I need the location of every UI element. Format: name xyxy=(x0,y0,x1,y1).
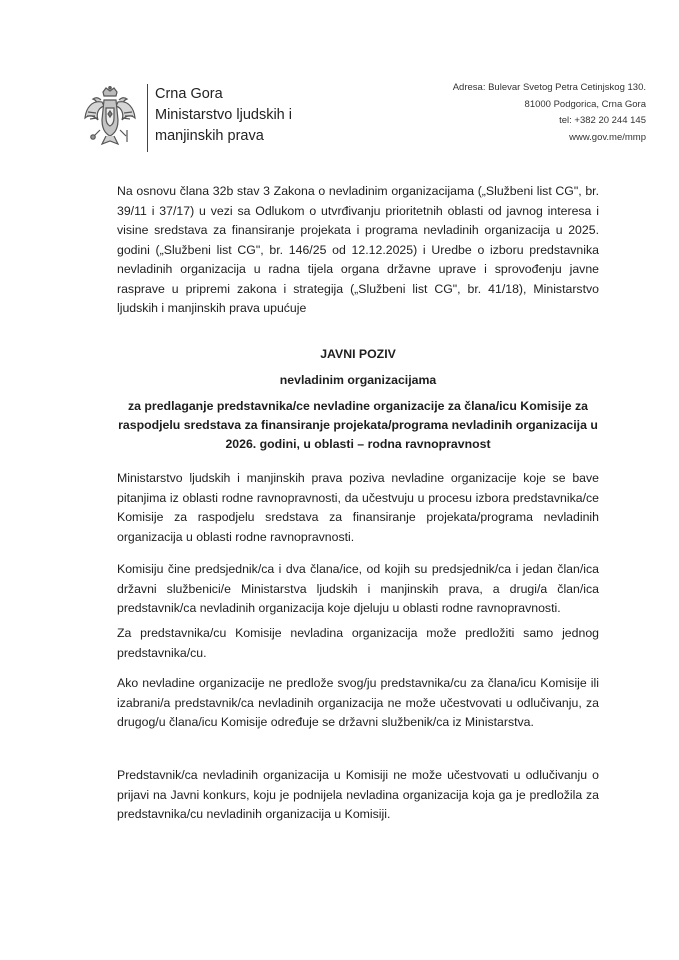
paragraph-1: Ministarstvo ljudskih i manjinskih prava poziva nevladine organizacije koje se bave pitanjima iz oblasti rodne ravnopravnosti, da učestvuju u procesu izbora predstavnika/ce Komisije za raspodjelu sredstava za finansiranje projekata/programa nevladinih organizacija u oblasti rodne ravnopravnosti. xyxy=(117,471,599,544)
org-line-1: Crna Gora xyxy=(155,86,223,102)
document-addressee: nevladinim organizacijama xyxy=(279,373,437,387)
address-block xyxy=(453,80,646,146)
address-website: www.gov.me/mmp xyxy=(569,131,646,143)
address-city: 81000 Podgorica, Crna Gora xyxy=(524,98,646,110)
document-title: JAVNI POZIV xyxy=(320,347,396,361)
header-divider xyxy=(147,84,148,152)
ministry-name xyxy=(155,84,292,147)
address-street: Adresa: Bulevar Svetog Petra Cetinjskog 130. xyxy=(452,82,646,93)
paragraph-4: Ako nevladine organizacije ne predlože svog/ju predstavnika/cu za člana/icu Komisije ili izabrani/a predstavnik/ca nevladinih organizacija ne može učestvovati u odlučivanju, za drugog/u člana/icu Komisije određuje se državni službenik/ca iz Ministarstva. xyxy=(117,676,599,729)
paragraph-3: Za predstavnika/cu Komisije nevladina organizacija može predložiti samo jednog predstavnika/cu. xyxy=(117,626,599,660)
paragraph-2: Komisiju čine predsjednik/ca i dva člana/ice, od kojih su predsjednik/ca i jedan član/ica državni službenici/e Ministarstva ljudskih i manjinskih prava, a drugi/a član/ica predstavnik/ca nevladinih organizacija koje djeluju u oblasti rodne ravnopravnosti. xyxy=(117,562,599,615)
org-line-3: manjinskih prava xyxy=(155,128,264,144)
coat-of-arms-icon xyxy=(82,86,138,148)
intro-paragraph: Na osnovu člana 32b stav 3 Zakona o nevladinim organizacijama („Službeni list CG", br. 39/11 i 37/17) u vezi sa Odlukom o utvrđivanju prioritetnih oblasti od javnog interesa i visine sredstava za finansiranje projekata i programa nevladinih organizacija u 2025. godini („Službeni list CG", br. 146/25 od 12.12.2025) i Uredbe o izboru predstavnika nevladinih organizacija u radna tijela organa državne uprave i sprovođenju javne rasprave u pripremi zakona i strategija („Službeni list CG", br. 41/18), Ministarstvo ljudskih i manjinskih prava upućuje xyxy=(117,184,599,315)
address-phone: tel: +382 20 244 145 xyxy=(559,115,646,126)
document-subtitle: za predlaganje predstavnika/ce nevladine organizacije za člana/icu Komisije za raspodjelu sredstava za finansiranje projekata/programa nevladinih organizacija u 2026. godini, u oblasti – rodna ravnopravnost xyxy=(118,399,598,451)
org-line-2: Ministarstvo ljudskih i xyxy=(155,107,292,123)
paragraph-5: Predstavnik/ca nevladinih organizacija u Komisiji ne može učestvovati u odlučivanju o prijavi na Javni konkurs, koju je podnijela nevladina organizacija koja ga je predložila za predstavnika/cu nevladinih organizacija u Komisiji. xyxy=(117,768,599,821)
